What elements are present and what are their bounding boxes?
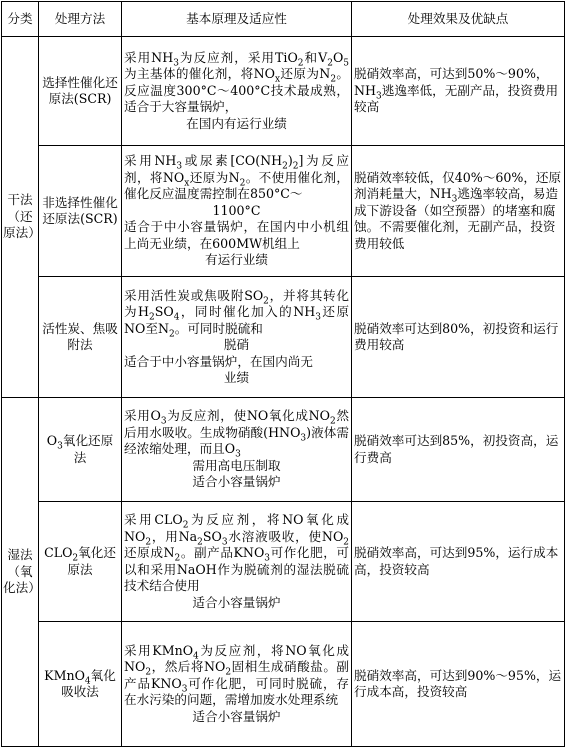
denitrification-methods-table xyxy=(1,1,565,747)
header-effect: 处理效果及优缺点 xyxy=(352,2,565,37)
method-cell: KMnO$_4$氧化吸收法 xyxy=(39,622,122,747)
effect-cell: 脱硝效率高，可达到90%～95%，运行成本高，投资较高 xyxy=(352,622,565,747)
table-row xyxy=(2,398,565,502)
principle-cell: 采用$NH_3$或尿素$[CO(NH_2)_2]$为反应剂，将$NO_x$还原为$N_2$。不使用催化剂，催化反应温度需控制在850°C～ 1100°C 适合于中小容量锅炉，在国内中小机组上尚无业绩，在600MW机组上 有运行业绩 xyxy=(122,146,352,277)
table-row xyxy=(2,622,565,747)
method-cell: 活性炭、焦吸附法 xyxy=(39,277,122,398)
header-category: 分类 xyxy=(2,2,39,37)
header-row xyxy=(2,2,565,37)
effect-cell: 脱硝效率高，可达到95%，运行成本高，投资较高 xyxy=(352,502,565,622)
effect-cell: 脱硝效率可达到85%，初投资高，运行费高 xyxy=(352,398,565,502)
principle-cell: 采用活性炭或焦吸附$SO_2$，并将其转化为$H_2SO_4$，同时催化加入的$NH_3$还原NO至$N_2$。可同时脱硫和 脱硝 适合于中小容量锅炉，在国内尚无 业绩 xyxy=(122,277,352,398)
method-cell: $CLO_2$氧化还原法 xyxy=(39,502,122,622)
effect-cell: 脱硝效率可达到80%，初投资和运行费用较高 xyxy=(352,277,565,398)
principle-cell: 采用$NH_3$为反应剂，采用TiO$_2$和$V_2O_5$为主基体的催化剂，将$NO_x$还原为$N_2$。反应温度300°C～400°C技术最成熟，适合于大容量锅炉， 在国内有运行业绩 xyxy=(122,37,352,146)
principle-cell: 采用$CLO_2$为反应剂，将NO氧化成$NO_2$，用$Na_2SO_3$水溶液吸收，使$NO_2$还原成$N_2$。副产品$KNO_3$可作化肥，可以和采用NaOH作为脱硫剂的湿法脱硫技术结合使用 适合小容量锅炉 xyxy=(122,502,352,622)
table-row xyxy=(2,502,565,622)
method-cell: 非选择性催化还原法(SCR) xyxy=(39,146,122,277)
header-method: 处理方法 xyxy=(39,2,122,37)
group-dry-method: 干法（还原法） xyxy=(2,37,39,398)
group-wet-method: 湿法（氧化法） xyxy=(2,398,39,747)
method-cell: 选择性催化还原法(SCR) xyxy=(39,37,122,146)
header-principle: 基本原理及适应性 xyxy=(122,2,352,37)
principle-cell: 采用KMnO$_4$为反应剂，将NO氧化成$NO_2$，然后将$NO_2$固相生成硝酸盐。副产品$KNO_3$可作化肥，可同时脱硫，存在水污染的问题，需增加废水处理系统 适合小容量锅炉 xyxy=(122,622,352,747)
method-cell: $O_3$氧化还原法 xyxy=(39,398,122,502)
table-row xyxy=(2,146,565,277)
table-row xyxy=(2,277,565,398)
effect-cell: 脱硝效率较低，仅40%～60%，还原剂消耗量大，$NH_3$逃逸率较高，易造成下游设备（如空预器）的堵塞和腐蚀。不需要催化剂，无副产品，投资费用较低 xyxy=(352,146,565,277)
table-row xyxy=(2,37,565,146)
effect-cell: 脱硝效率高，可达到50%～90%，$NH_3$逃逸率低，无副产品，投资费用较高 xyxy=(352,37,565,146)
principle-cell: 采用$O_3$为反应剂，使NO氧化成$NO_2$然后用水吸收。生成物硝酸$(HNO_3)$液体需经浓缩处理，而且$O_3$ 需用高电压制取 适合小容量锅炉 xyxy=(122,398,352,502)
